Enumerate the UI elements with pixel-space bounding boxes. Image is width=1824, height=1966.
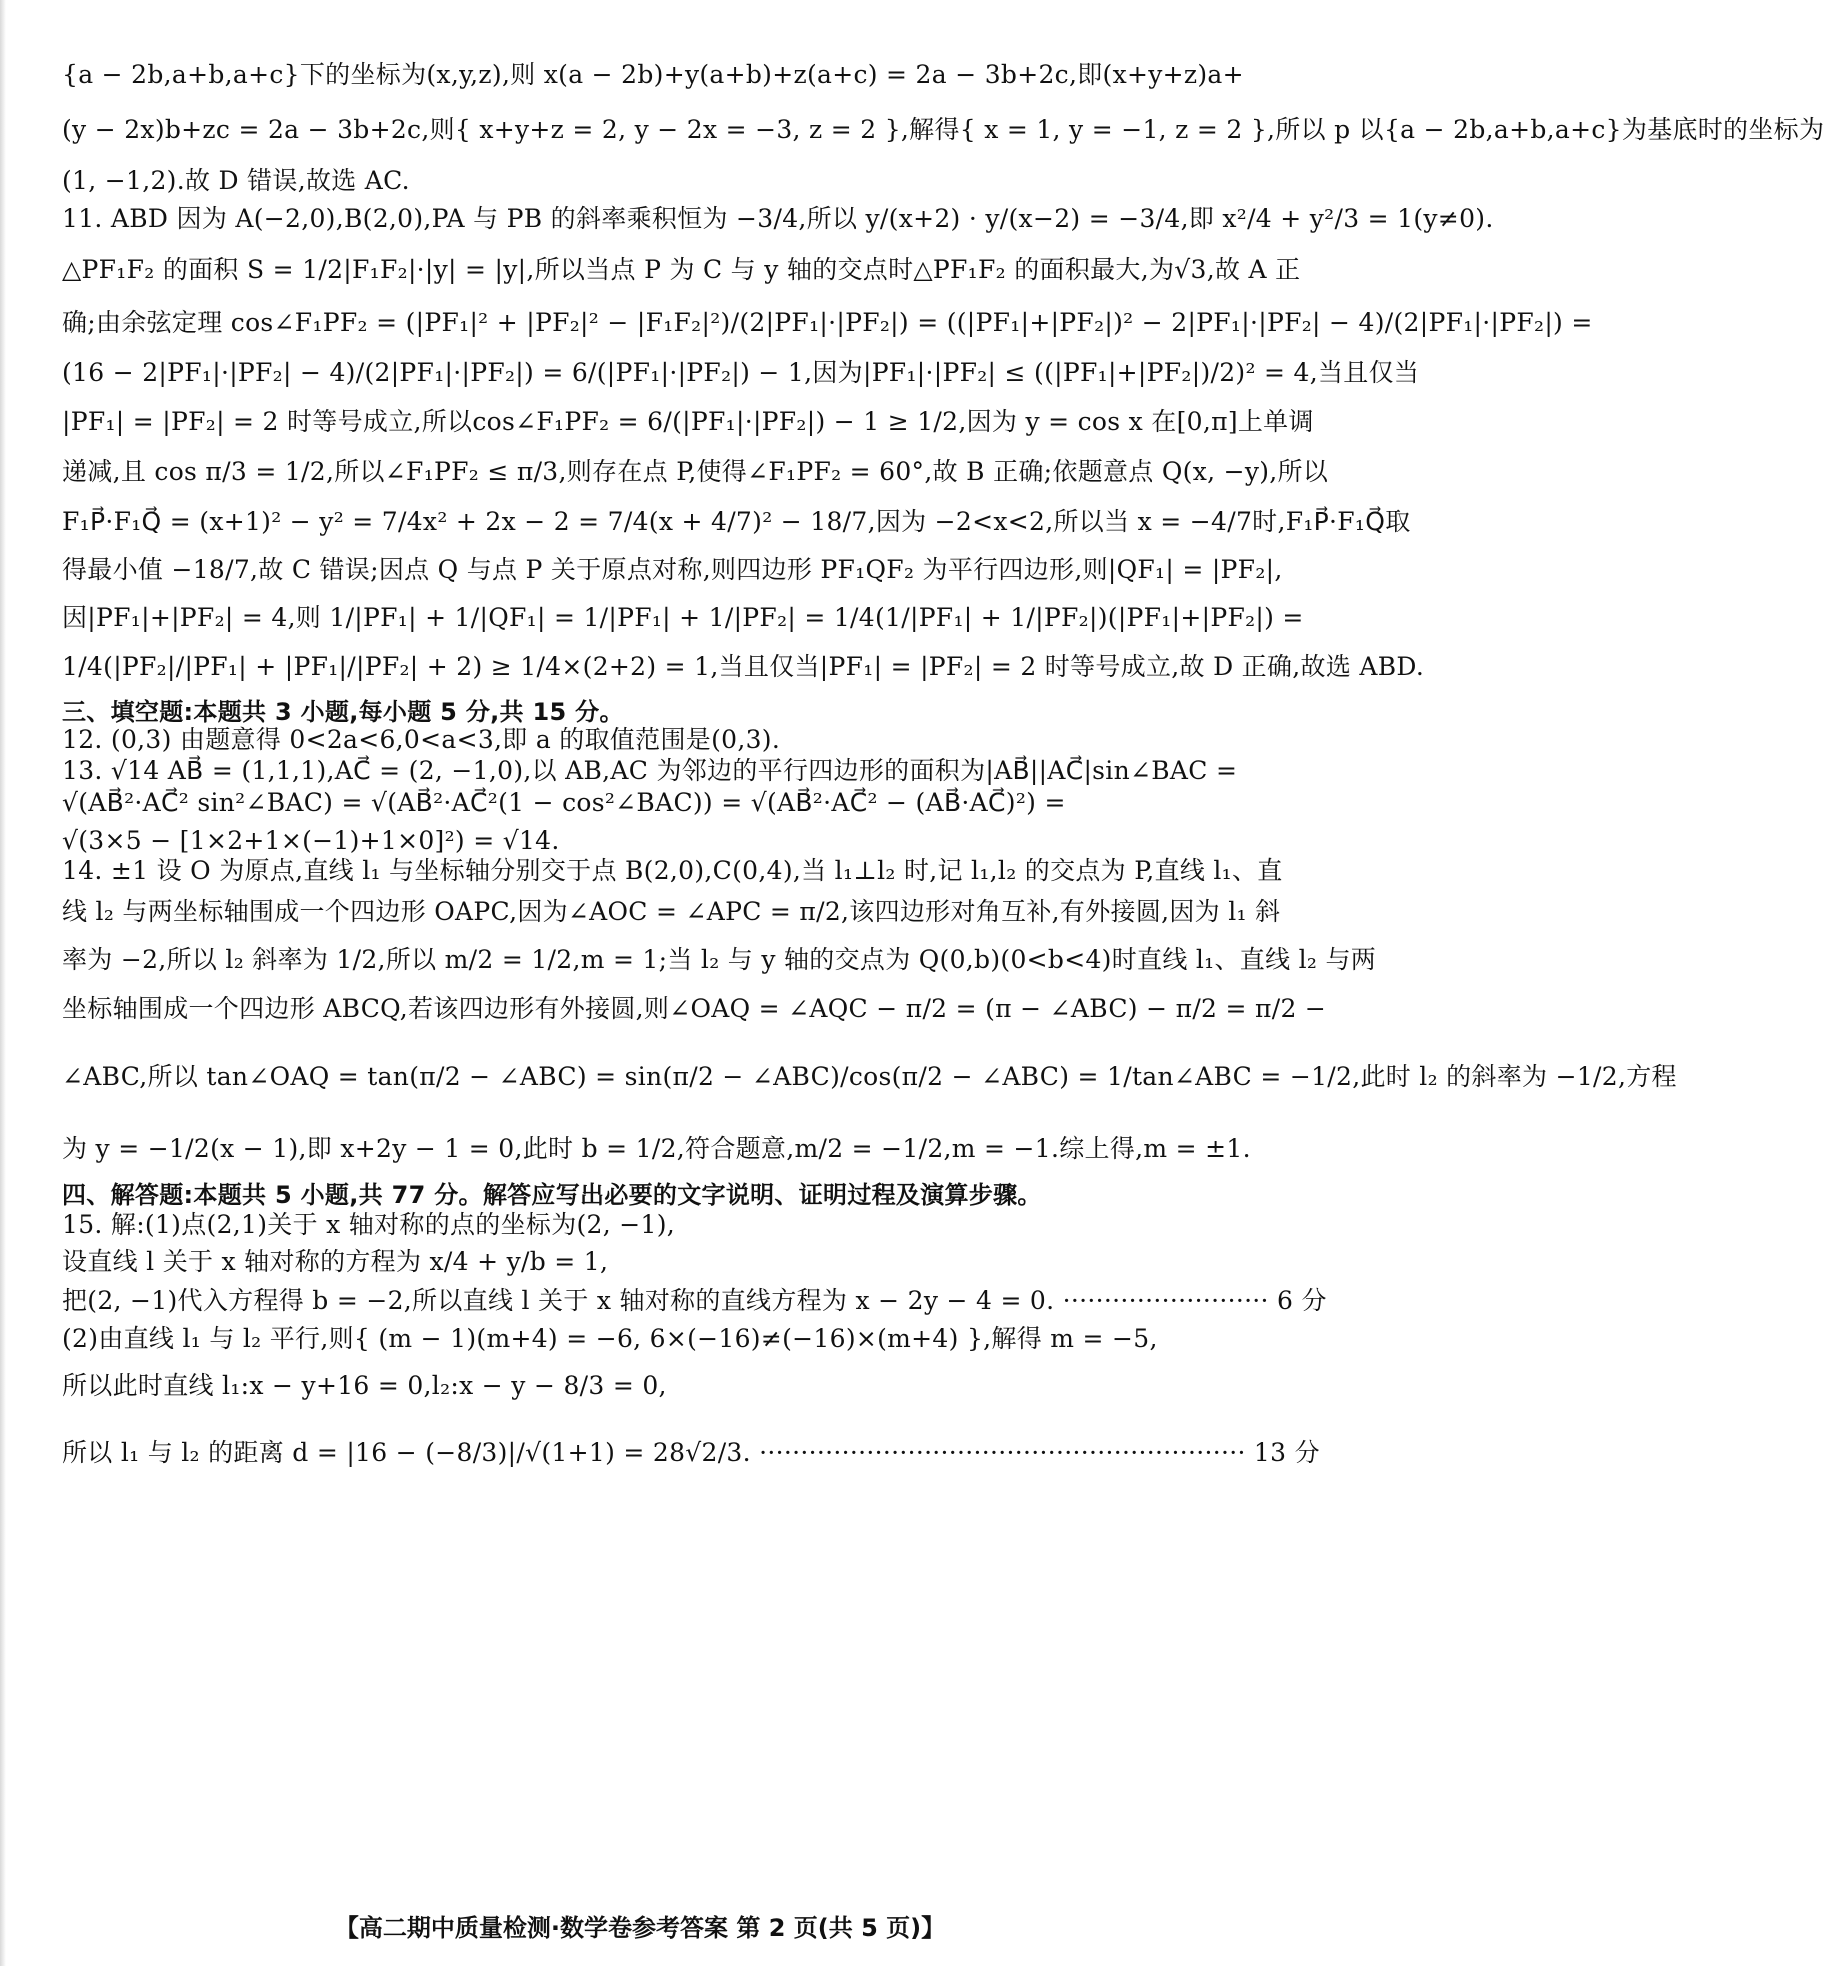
problem-15-line: 15. 解:(1)点(2,1)关于 x 轴对称的点的坐标为(2, −1),	[62, 1210, 676, 1239]
problem-11-line: |PF₁| = |PF₂| = 2 时等号成立,所以cos∠F₁PF₂ = 6/(|PF₁|·|PF₂|) − 1 ≥ 1/2,因为 y = cos x 在[0,π]上单调	[62, 407, 1314, 436]
text-line: (1, −1,2).故 D 错误,故选 AC.	[62, 166, 410, 195]
problem-11-line: F₁P⃗·F₁Q⃗ = (x+1)² − y² = 7/4x² + 2x − 2 = 7/4(x + 4/7)² − 18/7,因为 −2<x<2,所以当 x = −4/7时,F₁P⃗·F₁Q⃗取	[62, 507, 1411, 536]
text-line: (y − 2x)b+zc = 2a − 3b+2c,则{ x+y+z = 2, y − 2x = −3, z = 2 },解得{ x = 1, y = −1, z = 2 },所以 p 以{a − 2b,a+b,a+c}为基底时的坐标为	[62, 115, 1824, 144]
problem-13-line: √(3×5 − [1×2+1×(−1)+1×0]²) = √14.	[62, 826, 560, 855]
problem-15-line: 把(2, −1)代入方程得 b = −2,所以直线 l 关于 x 轴对称的直线方程为 x − 2y − 4 = 0. ························· 6 分	[62, 1286, 1327, 1315]
problem-14-line: 率为 −2,所以 l₂ 斜率为 1/2,所以 m/2 = 1/2,m = 1;当 l₂ 与 y 轴的交点为 Q(0,b)(0<b<4)时直线 l₁、直线 l₂ 与两	[62, 945, 1377, 974]
problem-13-line: √(AB⃗²·AC⃗² sin²∠BAC) = √(AB⃗²·AC⃗²(1 − cos²∠BAC)) = √(AB⃗²·AC⃗² − (AB⃗·AC⃗)²) =	[62, 788, 1066, 817]
scan-edge-shadow	[0, 0, 6, 1966]
problem-11-line: 得最小值 −18/7,故 C 错误;因点 Q 与点 P 关于原点对称,则四边形 PF₁QF₂ 为平行四边形,则|QF₁| = |PF₂|,	[62, 555, 1283, 584]
section-heading-fill-in: 三、填空题:本题共 3 小题,每小题 5 分,共 15 分。	[62, 698, 624, 726]
problem-12-line: 12. (0,3) 由题意得 0<2a<6,0<a<3,即 a 的取值范围是(0,3).	[62, 725, 781, 754]
problem-11-line: 递减,且 cos π/3 = 1/2,所以∠F₁PF₂ ≤ π/3,则存在点 P,使得∠F₁PF₂ = 60°,故 B 正确;依题意点 Q(x, −y),所以	[62, 457, 1329, 486]
section-heading-answer: 四、解答题:本题共 5 小题,共 77 分。解答应写出必要的文字说明、证明过程及演算步骤。	[62, 1181, 1042, 1209]
problem-14-line: ∠ABC,所以 tan∠OAQ = tan(π/2 − ∠ABC) = sin(π/2 − ∠ABC)/cos(π/2 − ∠ABC) = 1/tan∠ABC = −1/2,此时 l₂ 的斜率为 −1/2,方程	[62, 1062, 1677, 1091]
problem-14-line: 线 l₂ 与两坐标轴围成一个四边形 OAPC,因为∠AOC = ∠APC = π/2,该四边形对角互补,有外接圆,因为 l₁ 斜	[62, 897, 1281, 926]
problem-11-line: 1/4(|PF₂|/|PF₁| + |PF₁|/|PF₂| + 2) ≥ 1/4×(2+2) = 1,当且仅当|PF₁| = |PF₂| = 2 时等号成立,故 D 正确,故选 ABD.	[62, 652, 1425, 681]
problem-11-line: 确;由余弦定理 cos∠F₁PF₂ = (|PF₁|² + |PF₂|² − |F₁F₂|²)/(2|PF₁|·|PF₂|) = ((|PF₁|+|PF₂|)² − 2|PF₁|·|PF₂| − 4)/(2|PF₁|·|PF₂|) =	[62, 308, 1593, 337]
problem-14-line: 为 y = −1/2(x − 1),即 x+2y − 1 = 0,此时 b = 1/2,符合题意,m/2 = −1/2,m = −1.综上得,m = ±1.	[62, 1134, 1251, 1163]
problem-11-line: 因|PF₁|+|PF₂| = 4,则 1/|PF₁| + 1/|QF₁| = 1/|PF₁| + 1/|PF₂| = 1/4(1/|PF₁| + 1/|PF₂|)(|PF₁|+|PF₂|) =	[62, 603, 1304, 632]
problem-14-line: 14. ±1 设 O 为原点,直线 l₁ 与坐标轴分别交于点 B(2,0),C(0,4),当 l₁⊥l₂ 时,记 l₁,l₂ 的交点为 P,直线 l₁、直	[62, 856, 1283, 885]
text-line: {a − 2b,a+b,a+c}下的坐标为(x,y,z),则 x(a − 2b)+y(a+b)+z(a+c) = 2a − 3b+2c,即(x+y+z)a+	[62, 60, 1244, 89]
problem-15-line: 设直线 l 关于 x 轴对称的方程为 x/4 + y/b = 1,	[62, 1247, 609, 1276]
problem-11-line: (16 − 2|PF₁|·|PF₂| − 4)/(2|PF₁|·|PF₂|) = 6/(|PF₁|·|PF₂|) − 1,因为|PF₁|·|PF₂| ≤ ((|PF₁|+|PF₂|)/2)² = 4,当且仅当	[62, 358, 1420, 387]
problem-11-line: 11. ABD 因为 A(−2,0),B(2,0),PA 与 PB 的斜率乘积恒为 −3/4,所以 y/(x+2) · y/(x−2) = −3/4,即 x²/4 + y²/3 = 1(y≠0).	[62, 204, 1494, 233]
problem-15-line: 所以 l₁ 与 l₂ 的距离 d = |16 − (−8/3)|/√(1+1) = 28√2/3. ··························································· 13 分	[62, 1438, 1320, 1467]
problem-11-line: △PF₁F₂ 的面积 S = 1/2|F₁F₂|·|y| = |y|,所以当点 P 为 C 与 y 轴的交点时△PF₁F₂ 的面积最大,为√3,故 A 正	[62, 255, 1301, 284]
problem-14-line: 坐标轴围成一个四边形 ABCQ,若该四边形有外接圆,则∠OAQ = ∠AQC − π/2 = (π − ∠ABC) − π/2 = π/2 −	[62, 994, 1327, 1023]
problem-15-line: 所以此时直线 l₁:x − y+16 = 0,l₂:x − y − 8/3 = 0,	[62, 1371, 667, 1400]
page-footer: 【高二期中质量检测·数学卷参考答案 第 2 页(共 5 页)】	[334, 1914, 946, 1942]
problem-15-line: (2)由直线 l₁ 与 l₂ 平行,则{ (m − 1)(m+4) = −6, 6×(−16)≠(−16)×(m+4) },解得 m = −5,	[62, 1324, 1158, 1353]
problem-13-line: 13. √14 AB⃗ = (1,1,1),AC⃗ = (2, −1,0),以 AB,AC 为邻边的平行四边形的面积为|AB⃗||AC⃗|sin∠BAC =	[62, 756, 1238, 785]
